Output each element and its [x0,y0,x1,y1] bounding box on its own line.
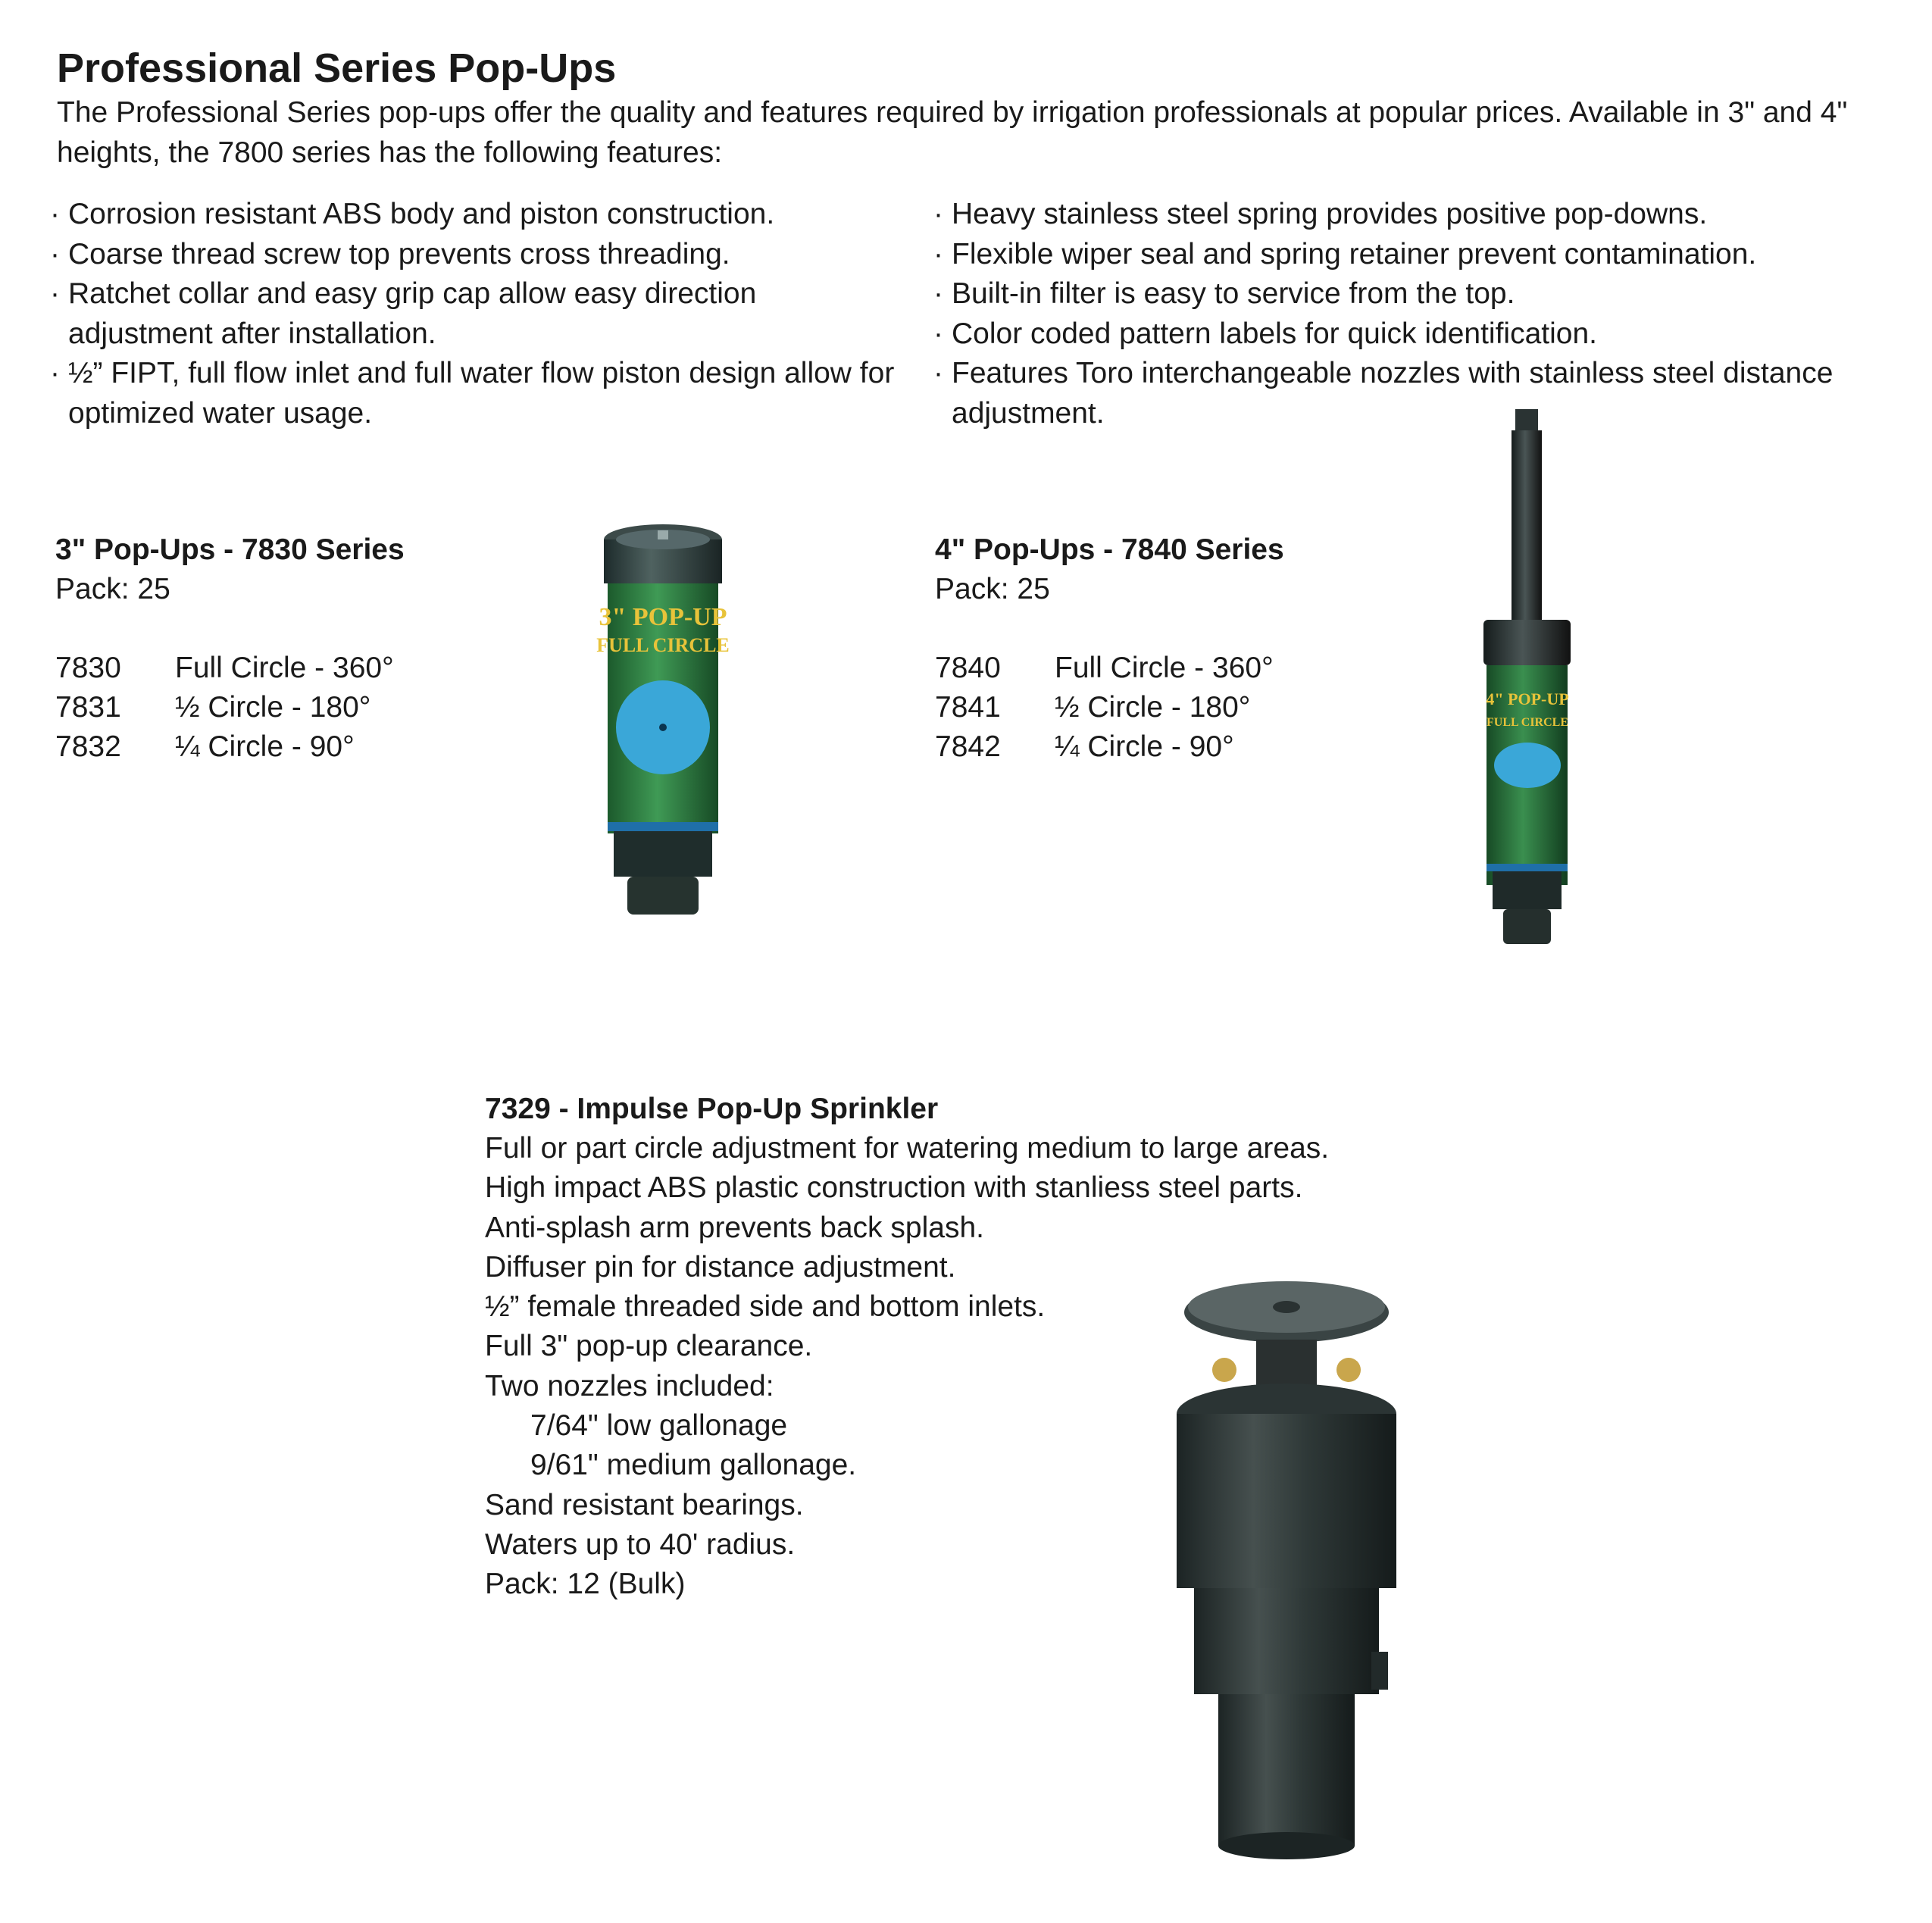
feature-text: Heavy stainless steel spring provides positive pop-downs. [952,198,1708,230]
impulse-line: Anti-splash arm prevents back splash. [485,1211,984,1244]
model-code: 7841 [935,691,1001,724]
feature-text: Built-in filter is easy to service from the top. [952,277,1515,310]
feature-item [933,354,1877,433]
feature-item [933,235,1877,275]
features-right-list [933,195,1877,433]
bullet: · [933,317,943,350]
feature-item [50,274,903,354]
pop-up-3in-image [591,523,742,928]
bullet: · [50,277,60,310]
series-3in-title: 3" Pop-Ups - 7830 Series [55,533,405,566]
pop-up-4in-image [1476,409,1578,947]
label-line2: FULL CIRCLE [596,634,730,656]
bullet: · [933,277,943,310]
feature-text: Color coded pattern labels for quick identification. [952,317,1597,350]
nozzle-line: 9/61" medium gallonage. [530,1449,857,1482]
feature-item [50,235,903,275]
label-line1: 4" POP-UP [1486,689,1569,708]
label-line1: 3" POP-UP [599,603,727,631]
model-row [55,649,405,688]
series-4in-pack: Pack: 25 [935,573,1050,605]
bullet: · [933,357,943,389]
label-line2: FULL CIRCLE [1486,716,1569,729]
model-desc: ½ Circle - 180° [175,691,371,724]
model-desc: ¼ Circle - 90° [175,730,355,763]
impulse-line: High impact ABS plastic construction with stanliess steel parts. [485,1171,1303,1205]
bullet: · [50,198,60,230]
feature-text: Corrosion resistant ABS body and piston construction. [68,198,775,230]
model-code: 7831 [55,691,121,724]
model-desc: Full Circle - 360° [1055,652,1274,684]
feature-text: Flexible wiper seal and spring retainer prevent contamination. [952,237,1757,270]
features-left-list [50,195,903,433]
impulse-line: Sand resistant bearings. [485,1488,804,1521]
series-4in-title: 4" Pop-Ups - 7840 Series [935,533,1284,566]
nozzle-line: 7/64" low gallonage [530,1409,788,1443]
impulse-line: ½” female threaded side and bottom inlets. [485,1290,1046,1324]
feature-item [933,195,1877,235]
model-row [935,649,1284,688]
model-desc: ½ Circle - 180° [1055,691,1251,724]
impulse-title: 7329 - Impulse Pop-Up Sprinkler [485,1093,939,1125]
model-code: 7832 [55,730,121,763]
series-4in-block [935,530,1284,767]
impulse-pack: Pack: 12 (Bulk) [485,1568,686,1601]
model-desc: Full Circle - 360° [175,652,394,684]
feature-item [933,314,1877,355]
bullet: · [933,237,943,270]
feature-text: Coarse thread screw top prevents cross threading. [68,237,730,270]
series-4in-models [935,649,1284,767]
impulse-line: Diffuser pin for distance adjustment. [485,1250,956,1284]
feature-text: Ratchet collar and easy grip cap allow easy direction adjustment after installation. [68,277,757,350]
impulse-line: Full 3" pop-up clearance. [485,1330,813,1363]
page-title: Professional Series Pop-Ups [57,45,617,91]
impulse-line: Two nozzles included: [485,1369,774,1402]
series-3in-block [55,530,405,767]
model-desc: ¼ Circle - 90° [1055,730,1234,763]
model-row [935,688,1284,727]
model-code: 7842 [935,730,1001,763]
bullet: · [50,357,60,389]
model-row [55,727,405,767]
bullet: · [50,237,60,270]
feature-text: Features Toro interchangeable nozzles with stainless steel distance adjustment. [952,357,1834,430]
bullet: · [933,198,943,230]
feature-item [50,354,903,433]
series-3in-pack: Pack: 25 [55,573,170,605]
impulse-line: Full or part circle adjustment for watering medium to large areas. [485,1132,1330,1165]
model-row [935,727,1284,767]
model-code: 7840 [935,652,1001,684]
intro-paragraph: The Professional Series pop-ups offer the quality and features required by irrigation professionals at popular prices. Available in 3" and 4" heights, the 7800 series has the following features: [57,96,1848,169]
impulse-line: Waters up to 40' radius. [485,1527,796,1561]
feature-item [50,195,903,235]
feature-text: ½” FIPT, full flow inlet and full water flow piston design allow for optimized water usage. [68,357,895,430]
model-row [55,688,405,727]
model-code: 7830 [55,652,121,684]
series-3in-models [55,649,405,767]
feature-item [933,274,1877,314]
impulse-feature-list [485,1129,1329,1605]
